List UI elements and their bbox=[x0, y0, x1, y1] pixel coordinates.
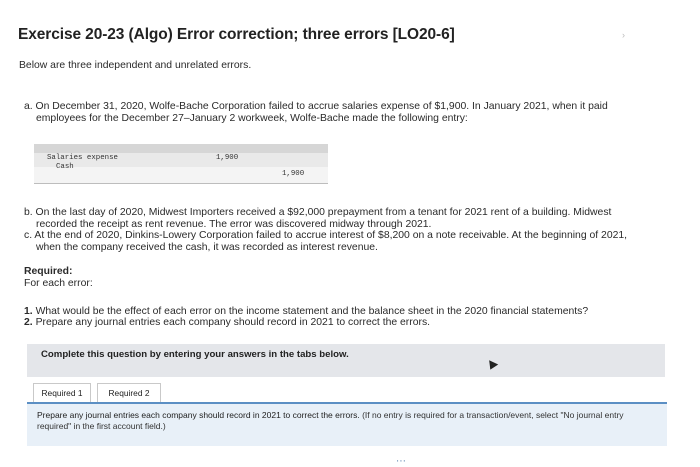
journal-credit: 1,900 bbox=[282, 170, 305, 178]
chevron-right-icon: › bbox=[622, 30, 625, 40]
requirement-text: Prepare any journal entries each company should record in 2021 to correct the errors. bbox=[35, 317, 431, 328]
tab-panel bbox=[27, 402, 667, 446]
journal-header-bar bbox=[34, 144, 328, 153]
panel-note: (If no entry is required for a transaction/event, select "No journal entry required" in the first account field.) bbox=[37, 410, 624, 431]
tab-required-1[interactable]: Required 1 bbox=[33, 383, 91, 402]
item-b-line1: b. On the last day of 2020, Midwest Importers received a $92,000 prepayment from a tenant for 2021 rent of a building. Midwest bbox=[24, 207, 612, 218]
panel-instructions bbox=[37, 410, 652, 431]
item-a-line2: employees for the December 27–January 2 workweek, Wolfe-Bache made the following entry: bbox=[36, 113, 468, 124]
journal-row bbox=[34, 153, 328, 167]
journal-debit: 1,900 bbox=[216, 154, 239, 162]
requirement-text: What would be the effect of each error on the income statement and the balance sheet in the 2020 financial statements? bbox=[35, 306, 589, 317]
panel-main-text: Prepare any journal entries each company should record in 2021 to correct the errors. bbox=[37, 410, 360, 420]
requirement-number: 2. bbox=[24, 317, 33, 328]
requirement-number: 1. bbox=[24, 306, 33, 317]
intro-text: Below are three independent and unrelated errors. bbox=[19, 60, 252, 71]
instruction-banner bbox=[27, 344, 665, 377]
journal-divider bbox=[34, 183, 328, 184]
page-title: Exercise 20-23 (Algo) Error correction; three errors [LO20-6] bbox=[18, 26, 455, 43]
journal-entry-table bbox=[34, 144, 328, 184]
item-c-line2: when the company received the cash, it was recorded as interest revenue. bbox=[36, 242, 378, 253]
item-b-line2: recorded the receipt as rent revenue. The error was discovered midway through 2021. bbox=[36, 219, 432, 230]
item-c-line1: c. At the end of 2020, Dinkins-Lowery Corporation failed to accrue interest of $8,200 on a note receivable. At the beginning of 2021, bbox=[24, 230, 628, 241]
item-a-line1: a. On December 31, 2020, Wolfe-Bache Corporation failed to accrue salaries expense of $1,900. In January 2021, when it paid bbox=[24, 101, 608, 112]
for-each-text: For each error: bbox=[24, 278, 93, 289]
journal-row bbox=[34, 163, 328, 183]
required-heading: Required: bbox=[24, 266, 73, 277]
more-icon[interactable]: ⋯ bbox=[396, 456, 407, 467]
requirement-2 bbox=[24, 317, 430, 330]
journal-account: Cash bbox=[56, 163, 74, 171]
journal-account: Salaries expense bbox=[47, 154, 118, 162]
banner-text: Complete this question by entering your answers in the tabs below. bbox=[41, 349, 349, 360]
tab-required-2[interactable]: Required 2 bbox=[97, 383, 161, 402]
